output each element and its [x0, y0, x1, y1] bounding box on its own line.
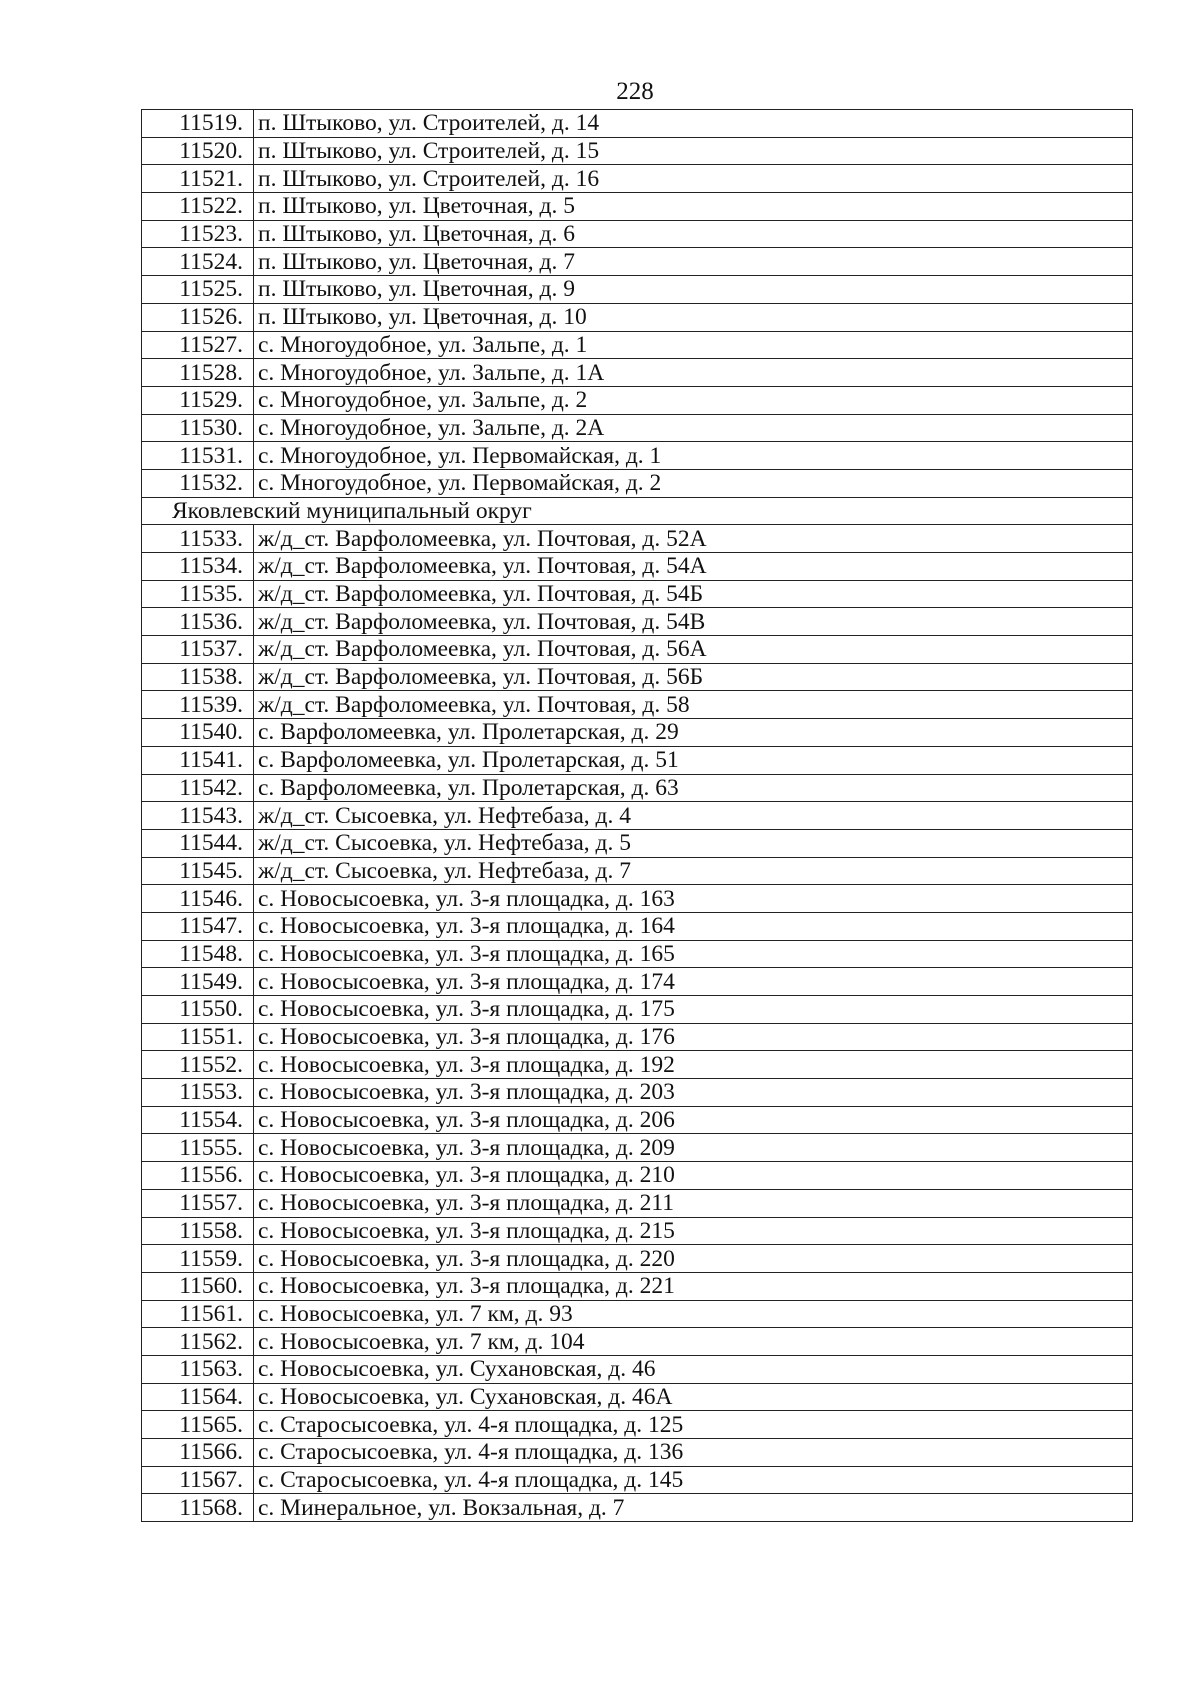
row-number: 11559. — [142, 1245, 254, 1273]
row-number: 11533. — [142, 525, 254, 553]
address-cell: с. Новосысоевка, ул. 3-я площадка, д. 215 — [254, 1217, 1133, 1245]
row-number: 11555. — [142, 1134, 254, 1162]
address-cell: с. Варфоломеевка, ул. Пролетарская, д. 29 — [254, 719, 1133, 747]
address-cell: ж/д_ст. Варфоломеевка, ул. Почтовая, д. 54В — [254, 608, 1133, 636]
address-table-body — [142, 110, 1133, 1522]
row-number: 11563. — [142, 1355, 254, 1383]
table-row — [142, 1106, 1133, 1134]
table-row — [142, 525, 1133, 553]
row-number: 11529. — [142, 386, 254, 414]
address-cell: п. Штыково, ул. Строителей, д. 16 — [254, 165, 1133, 193]
address-cell: с. Новосысоевка, ул. 3-я площадка, д. 165 — [254, 940, 1133, 968]
address-cell: с. Многоудобное, ул. Первомайская, д. 2 — [254, 469, 1133, 497]
address-cell: с. Новосысоевка, ул. 3-я площадка, д. 203 — [254, 1079, 1133, 1107]
table-row — [142, 1079, 1133, 1107]
table-row — [142, 802, 1133, 830]
row-number: 11561. — [142, 1300, 254, 1328]
address-cell: с. Новосысоевка, ул. 3-я площадка, д. 164 — [254, 912, 1133, 940]
row-number: 11523. — [142, 220, 254, 248]
row-number: 11531. — [142, 442, 254, 470]
table-row — [142, 996, 1133, 1024]
row-number: 11537. — [142, 636, 254, 664]
table-row — [142, 1355, 1133, 1383]
table-row — [142, 691, 1133, 719]
address-cell: с. Старосысоевка, ул. 4-я площадка, д. 136 — [254, 1439, 1133, 1467]
table-row — [142, 553, 1133, 581]
table-row — [142, 193, 1133, 221]
table-row — [142, 1245, 1133, 1273]
row-number: 11554. — [142, 1106, 254, 1134]
address-cell: п. Штыково, ул. Цветочная, д. 9 — [254, 276, 1133, 304]
row-number: 11565. — [142, 1411, 254, 1439]
row-number: 11556. — [142, 1162, 254, 1190]
address-cell: с. Новосысоевка, ул. 3-я площадка, д. 192 — [254, 1051, 1133, 1079]
address-cell: с. Многоудобное, ул. Зальпе, д. 1 — [254, 331, 1133, 359]
table-row — [142, 1217, 1133, 1245]
table-row — [142, 1439, 1133, 1467]
table-row — [142, 774, 1133, 802]
table-row — [142, 386, 1133, 414]
table-row — [142, 912, 1133, 940]
address-cell: ж/д_ст. Варфоломеевка, ул. Почтовая, д. 58 — [254, 691, 1133, 719]
address-cell: п. Штыково, ул. Цветочная, д. 10 — [254, 303, 1133, 331]
row-number: 11536. — [142, 608, 254, 636]
address-cell: с. Новосысоевка, ул. Сухановская, д. 46А — [254, 1383, 1133, 1411]
row-number: 11553. — [142, 1079, 254, 1107]
row-number: 11564. — [142, 1383, 254, 1411]
row-number: 11542. — [142, 774, 254, 802]
section-header-row — [142, 497, 1133, 525]
row-number: 11557. — [142, 1189, 254, 1217]
row-number: 11524. — [142, 248, 254, 276]
row-number: 11541. — [142, 746, 254, 774]
table-row — [142, 359, 1133, 387]
row-number: 11534. — [142, 553, 254, 581]
address-cell: с. Минеральное, ул. Вокзальная, д. 7 — [254, 1494, 1133, 1522]
row-number: 11546. — [142, 885, 254, 913]
table-row — [142, 414, 1133, 442]
row-number: 11535. — [142, 580, 254, 608]
table-row — [142, 137, 1133, 165]
row-number: 11545. — [142, 857, 254, 885]
address-cell: с. Многоудобное, ул. Первомайская, д. 1 — [254, 442, 1133, 470]
row-number: 11550. — [142, 996, 254, 1024]
table-row — [142, 1189, 1133, 1217]
address-cell: с. Новосысоевка, ул. 3-я площадка, д. 175 — [254, 996, 1133, 1024]
address-cell: ж/д_ст. Варфоломеевка, ул. Почтовая, д. 54А — [254, 553, 1133, 581]
table-row — [142, 331, 1133, 359]
row-number: 11526. — [142, 303, 254, 331]
table-row — [142, 165, 1133, 193]
address-cell: п. Штыково, ул. Цветочная, д. 7 — [254, 248, 1133, 276]
address-cell: с. Новосысоевка, ул. 3-я площадка, д. 176 — [254, 1023, 1133, 1051]
table-row — [142, 580, 1133, 608]
address-cell: с. Новосысоевка, ул. 3-я площадка, д. 220 — [254, 1245, 1133, 1273]
row-number: 11525. — [142, 276, 254, 304]
address-cell: п. Штыково, ул. Строителей, д. 14 — [254, 110, 1133, 138]
table-row — [142, 303, 1133, 331]
row-number: 11549. — [142, 968, 254, 996]
table-row — [142, 469, 1133, 497]
table-row — [142, 110, 1133, 138]
address-cell: ж/д_ст. Сысоевка, ул. Нефтебаза, д. 5 — [254, 829, 1133, 857]
address-cell: ж/д_ст. Сысоевка, ул. Нефтебаза, д. 4 — [254, 802, 1133, 830]
row-number: 11544. — [142, 829, 254, 857]
address-cell: п. Штыково, ул. Цветочная, д. 6 — [254, 220, 1133, 248]
row-number: 11543. — [142, 802, 254, 830]
address-cell: с. Новосысоевка, ул. 3-я площадка, д. 210 — [254, 1162, 1133, 1190]
table-row — [142, 1383, 1133, 1411]
address-cell: с. Старосысоевка, ул. 4-я площадка, д. 125 — [254, 1411, 1133, 1439]
address-cell: ж/д_ст. Варфоломеевка, ул. Почтовая, д. 54Б — [254, 580, 1133, 608]
row-number: 11566. — [142, 1439, 254, 1467]
table-row — [142, 663, 1133, 691]
address-cell: с. Новосысоевка, ул. 3-я площадка, д. 221 — [254, 1272, 1133, 1300]
row-number: 11539. — [142, 691, 254, 719]
table-row — [142, 248, 1133, 276]
row-number: 11548. — [142, 940, 254, 968]
address-cell: с. Новосысоевка, ул. 3-я площадка, д. 206 — [254, 1106, 1133, 1134]
table-row — [142, 719, 1133, 747]
row-number: 11567. — [142, 1466, 254, 1494]
address-cell: с. Новосысоевка, ул. 3-я площадка, д. 163 — [254, 885, 1133, 913]
section-title: Яковлевский муниципальный округ — [142, 497, 1133, 525]
address-cell: п. Штыково, ул. Цветочная, д. 5 — [254, 193, 1133, 221]
row-number: 11558. — [142, 1217, 254, 1245]
table-row — [142, 1023, 1133, 1051]
row-number: 11528. — [142, 359, 254, 387]
row-number: 11540. — [142, 719, 254, 747]
page-number: 228 — [616, 78, 654, 105]
table-row — [142, 220, 1133, 248]
address-cell: с. Варфоломеевка, ул. Пролетарская, д. 63 — [254, 774, 1133, 802]
row-number: 11552. — [142, 1051, 254, 1079]
address-cell: с. Многоудобное, ул. Зальпе, д. 2 — [254, 386, 1133, 414]
table-row — [142, 968, 1133, 996]
address-cell: с. Новосысоевка, ул. 3-я площадка, д. 209 — [254, 1134, 1133, 1162]
table-row — [142, 857, 1133, 885]
row-number: 11522. — [142, 193, 254, 221]
table-row — [142, 746, 1133, 774]
table-row — [142, 1328, 1133, 1356]
table-row — [142, 608, 1133, 636]
table-row — [142, 1134, 1133, 1162]
table-row — [142, 1300, 1133, 1328]
address-cell: ж/д_ст. Варфоломеевка, ул. Почтовая, д. 56Б — [254, 663, 1133, 691]
table-row — [142, 442, 1133, 470]
table-row — [142, 885, 1133, 913]
row-number: 11532. — [142, 469, 254, 497]
table-row — [142, 1051, 1133, 1079]
row-number: 11527. — [142, 331, 254, 359]
address-cell: п. Штыково, ул. Строителей, д. 15 — [254, 137, 1133, 165]
table-row — [142, 1272, 1133, 1300]
table-row — [142, 1162, 1133, 1190]
row-number: 11547. — [142, 912, 254, 940]
address-cell: с. Варфоломеевка, ул. Пролетарская, д. 51 — [254, 746, 1133, 774]
address-cell: с. Новосысоевка, ул. 7 км, д. 93 — [254, 1300, 1133, 1328]
table-row — [142, 829, 1133, 857]
table-row — [142, 1494, 1133, 1522]
row-number: 11520. — [142, 137, 254, 165]
address-cell: с. Многоудобное, ул. Зальпе, д. 2А — [254, 414, 1133, 442]
table-row — [142, 940, 1133, 968]
row-number: 11560. — [142, 1272, 254, 1300]
address-cell: с. Новосысоевка, ул. 3-я площадка, д. 211 — [254, 1189, 1133, 1217]
table-row — [142, 276, 1133, 304]
row-number: 11519. — [142, 110, 254, 138]
address-cell: с. Новосысоевка, ул. 3-я площадка, д. 174 — [254, 968, 1133, 996]
table-row — [142, 636, 1133, 664]
address-cell: ж/д_ст. Сысоевка, ул. Нефтебаза, д. 7 — [254, 857, 1133, 885]
row-number: 11538. — [142, 663, 254, 691]
table-row — [142, 1466, 1133, 1494]
address-table — [141, 109, 1133, 1522]
address-cell: с. Старосысоевка, ул. 4-я площадка, д. 145 — [254, 1466, 1133, 1494]
address-cell: ж/д_ст. Варфоломеевка, ул. Почтовая, д. 56А — [254, 636, 1133, 664]
row-number: 11551. — [142, 1023, 254, 1051]
address-cell: ж/д_ст. Варфоломеевка, ул. Почтовая, д. 52А — [254, 525, 1133, 553]
row-number: 11562. — [142, 1328, 254, 1356]
row-number: 11568. — [142, 1494, 254, 1522]
address-cell: с. Новосысоевка, ул. 7 км, д. 104 — [254, 1328, 1133, 1356]
address-cell: с. Многоудобное, ул. Зальпе, д. 1А — [254, 359, 1133, 387]
row-number: 11521. — [142, 165, 254, 193]
table-row — [142, 1411, 1133, 1439]
address-cell: с. Новосысоевка, ул. Сухановская, д. 46 — [254, 1355, 1133, 1383]
row-number: 11530. — [142, 414, 254, 442]
